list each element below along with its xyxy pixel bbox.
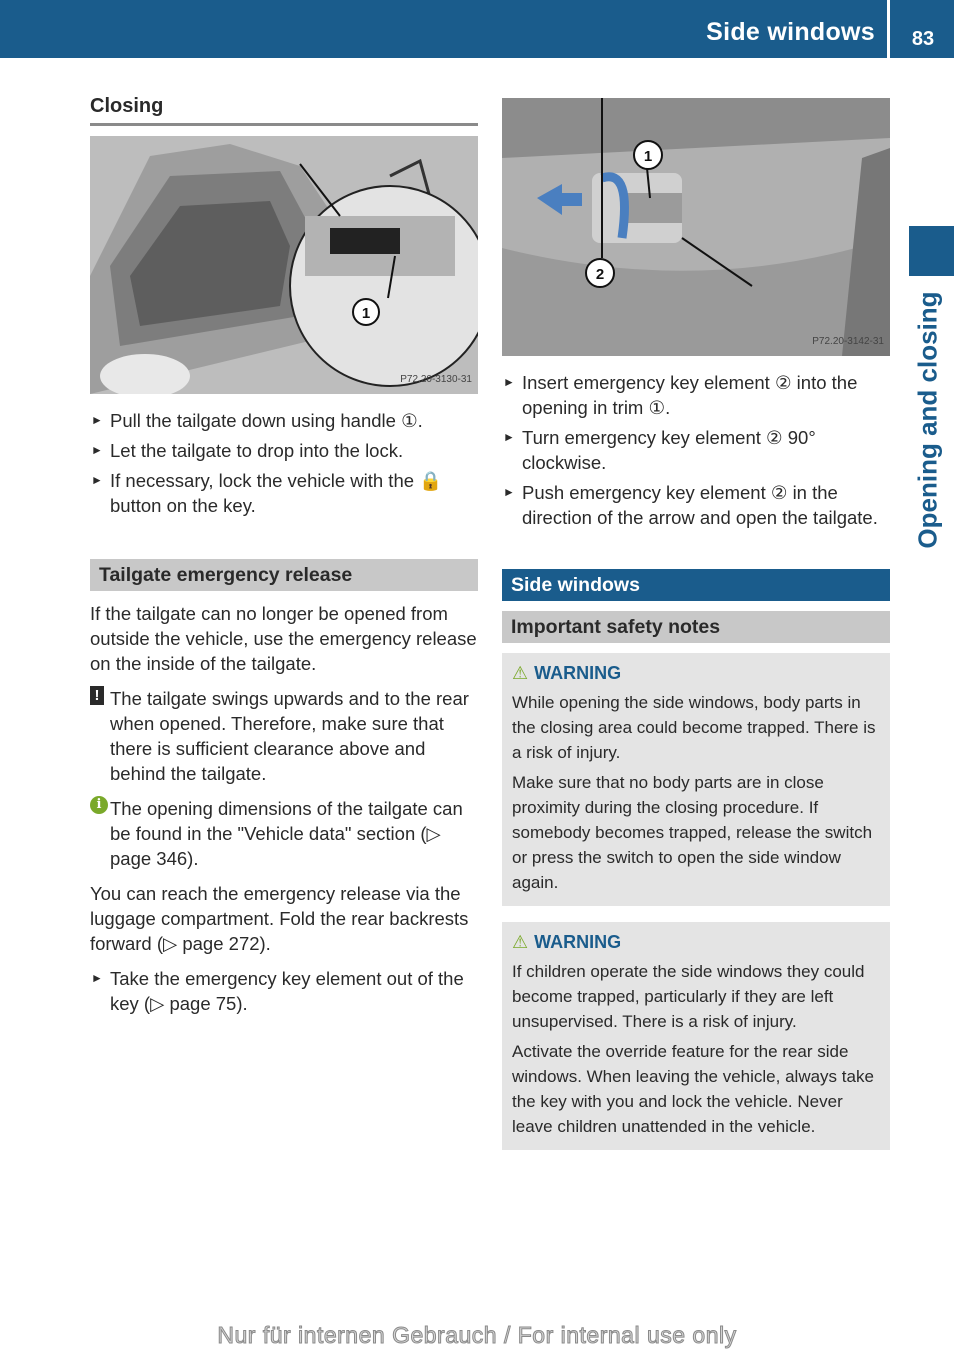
chapter-tab: [909, 226, 954, 276]
footer-watermark: Nur für internen Gebrauch / For internal use only: [217, 1322, 737, 1348]
emergency-key-figure: [502, 98, 890, 356]
arrow-right-icon: ►: [503, 485, 515, 499]
arrow-right-icon: ►: [91, 413, 103, 427]
header-divider: [887, 0, 890, 58]
take-key-steps: [90, 966, 478, 1016]
emergency-key-illustration: [502, 98, 890, 356]
side-windows-heading: Side windows: [502, 569, 890, 601]
warning-box: [502, 653, 890, 906]
caution-note: ! The tailgate swings upwards and to the rear when opened. Therefore, make sure that there is sufficient clearance above and behind the tailgate.: [90, 686, 478, 786]
warning-text: If children operate the side windows they could become trapped, particularly if they are left unsupervised. There is a risk of injury.: [512, 962, 865, 1031]
figure-code: P72.20-3142-31: [812, 336, 884, 347]
warning-text: While opening the side windows, body parts in the closing area could become trapped. There is a risk of injury.: [512, 693, 876, 762]
warning-text: Make sure that no body parts are in close proximity during the closing procedure. If somebody becomes trapped, release the switch or press the switch to open the side window again.: [512, 773, 873, 892]
list-item: ► If necessary, lock the vehicle with the 🔒 button on the key.: [91, 470, 443, 516]
tailgate-figure: [90, 136, 478, 394]
page-header: [0, 0, 954, 58]
tailgate-illustration: [90, 136, 478, 394]
warning-triangle-icon: ⚠: [512, 663, 529, 683]
arrow-right-icon: ►: [91, 443, 103, 457]
release-steps: [502, 370, 890, 530]
callout-2: 2: [595, 266, 605, 283]
warning-text: Activate the override feature for the rear side windows. When leaving the vehicle, always take the key with you and lock the vehicle. Never leave children unattended in the vehicle.: [512, 1042, 874, 1136]
callout-1: 1: [643, 148, 653, 165]
reach-text: You can reach the emergency release via the luggage compartment. Fold the rear backrests forward (▷ page 272).: [90, 883, 469, 954]
callout-1: 1: [361, 305, 371, 322]
info-note: i The opening dimensions of the tailgate can be found in the "Vehicle data" section (▷ page 346).: [90, 796, 478, 871]
list-item: ► Let the tailgate to drop into the lock.: [91, 440, 404, 461]
header-title: Side windows: [706, 18, 875, 46]
arrow-right-icon: ►: [503, 430, 515, 444]
figure-code: P72.20-3130-31: [400, 374, 472, 385]
list-item: ► Pull the tailgate down using handle ①.: [91, 410, 423, 431]
list-item: ► Take the emergency key element out of the key (▷ page 75).: [91, 968, 464, 1014]
emergency-release-heading: Tailgate emergency release: [90, 559, 478, 591]
warning-header: ⚠ WARNING: [512, 663, 622, 683]
arrow-right-icon: ►: [91, 473, 103, 487]
safety-notes-heading: Important safety notes: [502, 611, 890, 643]
list-item: ► Turn emergency key element ② 90° clockwise.: [503, 427, 816, 473]
arrow-right-icon: ►: [503, 375, 515, 389]
arrow-right-icon: ►: [91, 971, 103, 985]
closing-heading: Closing: [90, 94, 478, 126]
warning-header: ⚠ WARNING: [512, 932, 622, 952]
list-item: ► Push emergency key element ② in the direction of the arrow and open the tailgate.: [503, 482, 878, 528]
intro-text: If the tailgate can no longer be opened from outside the vehicle, use the emergency release on the inside of the tailgate.: [90, 603, 477, 674]
warning-triangle-icon: ⚠: [512, 932, 529, 952]
left-column: [90, 94, 478, 1021]
warning-box: [502, 922, 890, 1150]
right-column: [502, 98, 890, 1150]
chapter-label-text: Opening and closing: [912, 291, 943, 549]
chapter-label: [908, 288, 948, 552]
exclamation-icon: !: [90, 686, 104, 705]
list-item: ► Insert emergency key element ② into the opening in trim ①.: [503, 372, 858, 418]
info-icon: i: [90, 796, 108, 814]
closing-steps: [90, 408, 478, 518]
page-number: 83: [911, 28, 935, 50]
